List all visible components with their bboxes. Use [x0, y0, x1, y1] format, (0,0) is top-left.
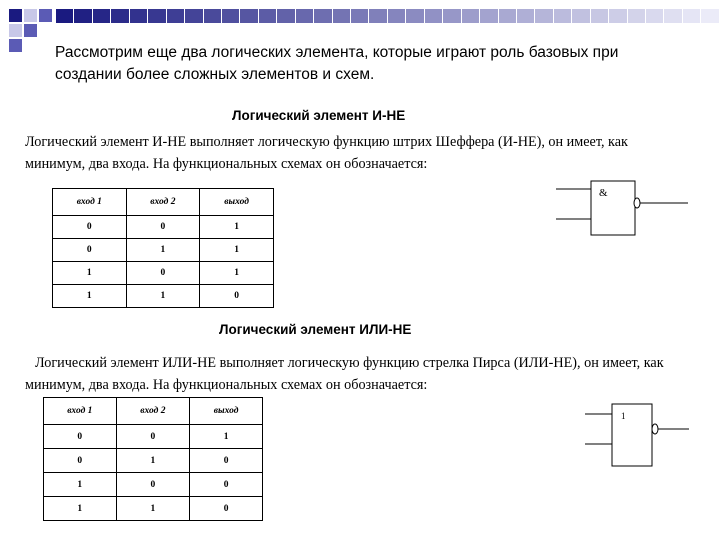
- band-segment: [388, 9, 406, 23]
- band-segment: [369, 9, 387, 23]
- intro-text: Рассмотрим еще два логических элемента, которые играют роль базовых при создании более сложных элементов и схем.: [55, 44, 619, 83]
- table-row: [53, 262, 274, 285]
- table-cell: 1: [200, 262, 274, 285]
- nor-truth-table: [43, 397, 263, 521]
- table-cell: 1: [44, 473, 117, 497]
- band-segment: [591, 9, 609, 23]
- table-cell: 1: [200, 216, 274, 239]
- band-segment: [240, 9, 258, 23]
- band-segment: [259, 9, 277, 23]
- table-cell: 1: [116, 449, 190, 473]
- header-gradient-band: [56, 9, 720, 23]
- band-segment: [148, 9, 166, 23]
- band-segment: [296, 9, 314, 23]
- table-cell: 0: [126, 262, 200, 285]
- gate-symbol-label: &: [599, 187, 608, 199]
- table-cell: 0: [116, 425, 190, 449]
- band-segment: [167, 9, 185, 23]
- table-cell: 1: [126, 285, 200, 308]
- nor-paragraph: Логический элемент ИЛИ-НЕ выполняет логическую функцию стрелка Пирса (ИЛИ-НЕ), он имеет, как минимум, два входа. На функциональных схемах он обозначается:: [25, 355, 664, 393]
- band-segment: [499, 9, 517, 23]
- nor-gate-diagram: [585, 401, 695, 469]
- nand-heading: Логический элемент И-НЕ: [232, 108, 406, 123]
- band-segment: [572, 9, 590, 23]
- band-segment: [554, 9, 572, 23]
- band-segment: [646, 9, 664, 23]
- table-cell: 0: [116, 473, 190, 497]
- band-segment: [314, 9, 332, 23]
- band-segment: [56, 9, 74, 23]
- band-segment: [535, 9, 553, 23]
- table-header: вход 1: [44, 398, 117, 425]
- nand-truth-table: [52, 188, 274, 308]
- table-row: [44, 473, 263, 497]
- table-row: [44, 449, 263, 473]
- band-segment: [111, 9, 129, 23]
- band-segment: [683, 9, 701, 23]
- band-segment: [480, 9, 498, 23]
- table-cell: 1: [44, 497, 117, 521]
- table-cell: 0: [44, 449, 117, 473]
- table-header: выход: [200, 189, 274, 216]
- table-row: [53, 285, 274, 308]
- table-cell: 0: [53, 216, 127, 239]
- band-segment: [517, 9, 535, 23]
- table-cell: 0: [190, 497, 263, 521]
- table-row: [44, 425, 263, 449]
- band-segment: [93, 9, 111, 23]
- table-cell: 0: [44, 425, 117, 449]
- band-segment: [333, 9, 351, 23]
- table-cell: 0: [200, 285, 274, 308]
- table-cell: 0: [126, 216, 200, 239]
- table-row: [53, 216, 274, 239]
- band-segment: [406, 9, 424, 23]
- table-cell: 1: [53, 262, 127, 285]
- table-cell: 0: [190, 473, 263, 497]
- table-cell: 0: [53, 239, 127, 262]
- band-segment: [351, 9, 369, 23]
- table-cell: 1: [126, 239, 200, 262]
- table-header: вход 2: [126, 189, 200, 216]
- band-segment: [462, 9, 480, 23]
- nand-gate-diagram: [556, 176, 696, 246]
- table-cell: 1: [53, 285, 127, 308]
- table-row: [53, 239, 274, 262]
- table-header: вход 1: [53, 189, 127, 216]
- table-row: [44, 497, 263, 521]
- band-segment: [222, 9, 240, 23]
- table-cell: 1: [116, 497, 190, 521]
- band-segment: [74, 9, 92, 23]
- band-segment: [130, 9, 148, 23]
- table-cell: 1: [200, 239, 274, 262]
- band-segment: [277, 9, 295, 23]
- nor-heading: Логический элемент ИЛИ-НЕ: [219, 322, 412, 337]
- band-segment: [204, 9, 222, 23]
- band-segment: [701, 9, 719, 23]
- table-header: вход 2: [116, 398, 190, 425]
- gate-symbol-label: 1: [621, 411, 626, 421]
- header-decoration: [0, 0, 60, 60]
- table-cell: 1: [190, 425, 263, 449]
- band-segment: [664, 9, 682, 23]
- band-segment: [628, 9, 646, 23]
- table-cell: 0: [190, 449, 263, 473]
- table-header: выход: [190, 398, 263, 425]
- band-segment: [443, 9, 461, 23]
- band-segment: [185, 9, 203, 23]
- band-segment: [425, 9, 443, 23]
- nand-paragraph: Логический элемент И-НЕ выполняет логическую функцию штрих Шеффера (И-НЕ), он имеет, как минимум, два входа. На функциональных схемах он обозначается:: [25, 134, 628, 172]
- band-segment: [609, 9, 627, 23]
